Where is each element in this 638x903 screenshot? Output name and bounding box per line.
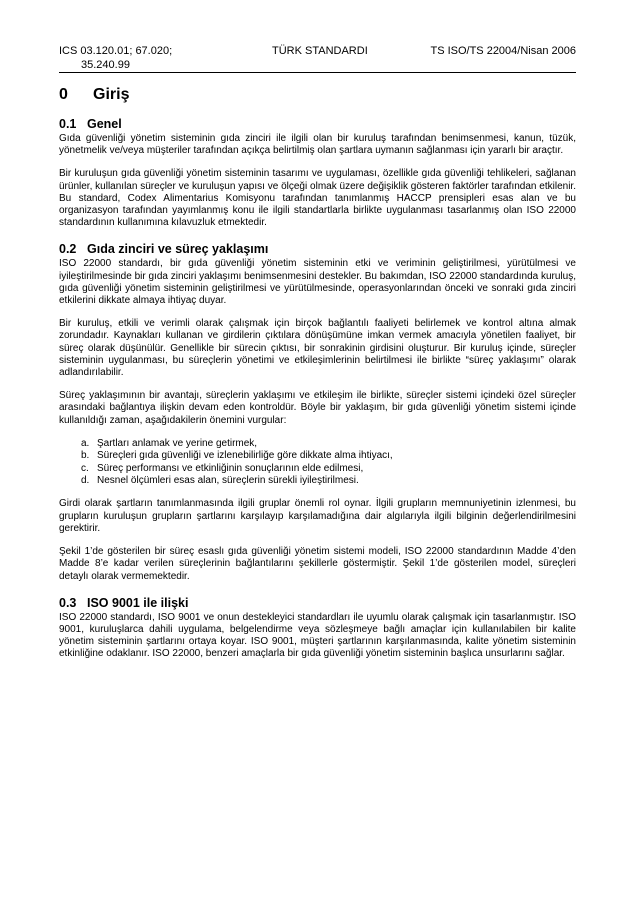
list-item: a. Şartları anlamak ve yerine getirmek,: [81, 437, 258, 449]
list-item: b. Süreçleri gıda güvenliği ve izlenebilirliğe göre dikkate alma ihtiyacı,: [81, 450, 393, 462]
section-title: Gıda zinciri ve süreç yaklaşımı: [87, 242, 269, 257]
paragraph: Gıda güvenliği yönetim sisteminin gıda zinciri ile ilgili olan bir kuruluş tarafından benimsenmesi, kanun, tüzük, yönetmelik ve/veya müşteriler tarafından açıkça belirtilmiş olan şartlara uymanın sağlanması için yararlı bir araçtır.: [59, 133, 576, 157]
paragraph: ISO 22000 standardı, ISO 9001 ve onun destekleyici standardları ile uyumlu olarak çalışmak için tasarlanmıştır. ISO 9001, kuruluşlarca dahili uygulama, belgelendirme veya sözleşmeye bağlı amaçlar için kullanılabilen bir kalite yönetim sisteminin şartlarını ortaya koyar. ISO 9001, müşteri şartlarının karşılanmasında, kalite yönetim sisteminin etkinliğine odaklanır. ISO 22000, benzeri amaçlarla bir gıda güvenliği yönetim sisteminin başlıca unsurlarını sağlar.: [59, 611, 576, 660]
paragraph: Süreç yaklaşımının bir avantajı, süreçlerin yaklaşımı ve etkileşim ile birlikte, süreçler sistemi içindeki özel süreçler arasındaki bağlantıya ilişkin devam eden kontroldür. Böyle bir yaklaşım, bir gıda güvenliği yönetim sistemi içinde kullanıldığı zaman, aşağıdakilerin önemini vurgular:: [59, 390, 576, 426]
section-number: 0.1: [59, 117, 77, 131]
section-number: 0.3: [59, 595, 77, 610]
ics-code-line1: ICS 03.120.01; 67.020;: [59, 45, 173, 57]
paragraph: ISO 22000 standardı, bir gıda güvenliği yönetim sisteminin etki ve veriminin geliştirilmesi, yürütülmesi ve iyileştirilmesinde bir gıda zinciri yaklaşımı benimsenmesini destekler. Bu bakımdan, ISO 22000 standardında kuruluş, gıda güvenliği yönetim sisteminin geliştirilmesi ve yürütülmesinde, operasyonlarından önceki ve sonraki gıda zinciri etkilerini dikkate almaya ihtiyaç duyar.: [59, 258, 576, 307]
paragraph: Bir kuruluş, etkili ve verimli olarak çalışmak için birçok bağlantılı faaliyeti belirlemek ve kontrol altına almak zorundadır. Kaynakları kullanan ve girdilerin çıktılara dönüşümüne imkan vermek amacıyla yönetilen faaliyet, bir süreç olarak düşünülür. Genellikle bir sürecin çıktısı, bir sonrakinin girdisini oluşturur. Bir kuruluş içinde, süreçler sisteminin uygulanması, bu süreçlerin yönetimi ve etkileşimlerinin belirtilmesi ile birlikte “süreç yaklaşımı” olarak adlandırılabilir.: [59, 318, 576, 379]
section-0-2-heading: [59, 241, 576, 257]
section-title: ISO 9001 ile ilişki: [87, 595, 189, 610]
section-0-heading: [59, 84, 576, 106]
section-title: Genel: [87, 117, 122, 131]
section-0-3-heading: [59, 595, 576, 611]
paragraph: Bir kuruluşun gıda güvenliği yönetim sisteminin tasarımı ve uygulaması, özellikle gıda güvenliği tehlikeleri, sağlanan ürünler, kullanılan süreçler ve kuruluşun yapısı ve ölçeği olmak üzere değişiklik gösteren faktörler tarafından etkilenir. Bu standard, Codex Alimentarius Komisyonu tarafından tanımlanmış HACCP prensipleri esas alan ve bu organizasyon tarafından yayımlanmış konu ile ilgili standartlarla birlikte uygulanması tasarlanmış olan ISO 22000 standardının kullanımına kılavuzluk etmektedir.: [59, 168, 576, 229]
standard-org: TÜRK STANDARDI: [272, 45, 368, 57]
document-body: [59, 84, 576, 672]
header-rule: [59, 72, 576, 73]
section-0-1-heading: [59, 116, 576, 132]
page-header: [59, 44, 576, 74]
list-item: c. Süreç performansı ve etkinliğinin sonuçlarının elde edilmesi,: [81, 462, 364, 474]
paragraph: Şekil 1’de gösterilen bir süreç esaslı gıda güvenliği yönetim sistemi modeli, ISO 22000 standardının Madde 4’den Madde 8’e kadar verilen süreçlerinin bağlantılarını şekillerle göstermiştir. Şekil 1’de gösterilen model, süreçleri detaylı olarak vermemektedir.: [59, 546, 576, 582]
list-item: d. Nesnel ölçümleri esas alan, süreçlerin sürekli iyileştirilmesi.: [81, 475, 359, 487]
paragraph: Girdi olarak şartların tanımlanmasında ilgili gruplar önemli rol oynar. İlgili grupların memnuniyetinin izlenmesi, bu grupların kuruluşun grupların şartlarını karşılayıp karşılamadığına dair algılarıyla ilgili bilginin değerlendirilmesini gerektirir.: [59, 498, 576, 534]
section-number: 0.2: [59, 242, 77, 257]
requirements-list: [59, 438, 576, 488]
section-title: Giriş: [93, 86, 130, 103]
ics-code-line2: 35.240.99: [81, 59, 130, 71]
section-number: 0: [59, 86, 68, 103]
standard-id: TS ISO/TS 22004/Nisan 2006: [430, 45, 576, 57]
